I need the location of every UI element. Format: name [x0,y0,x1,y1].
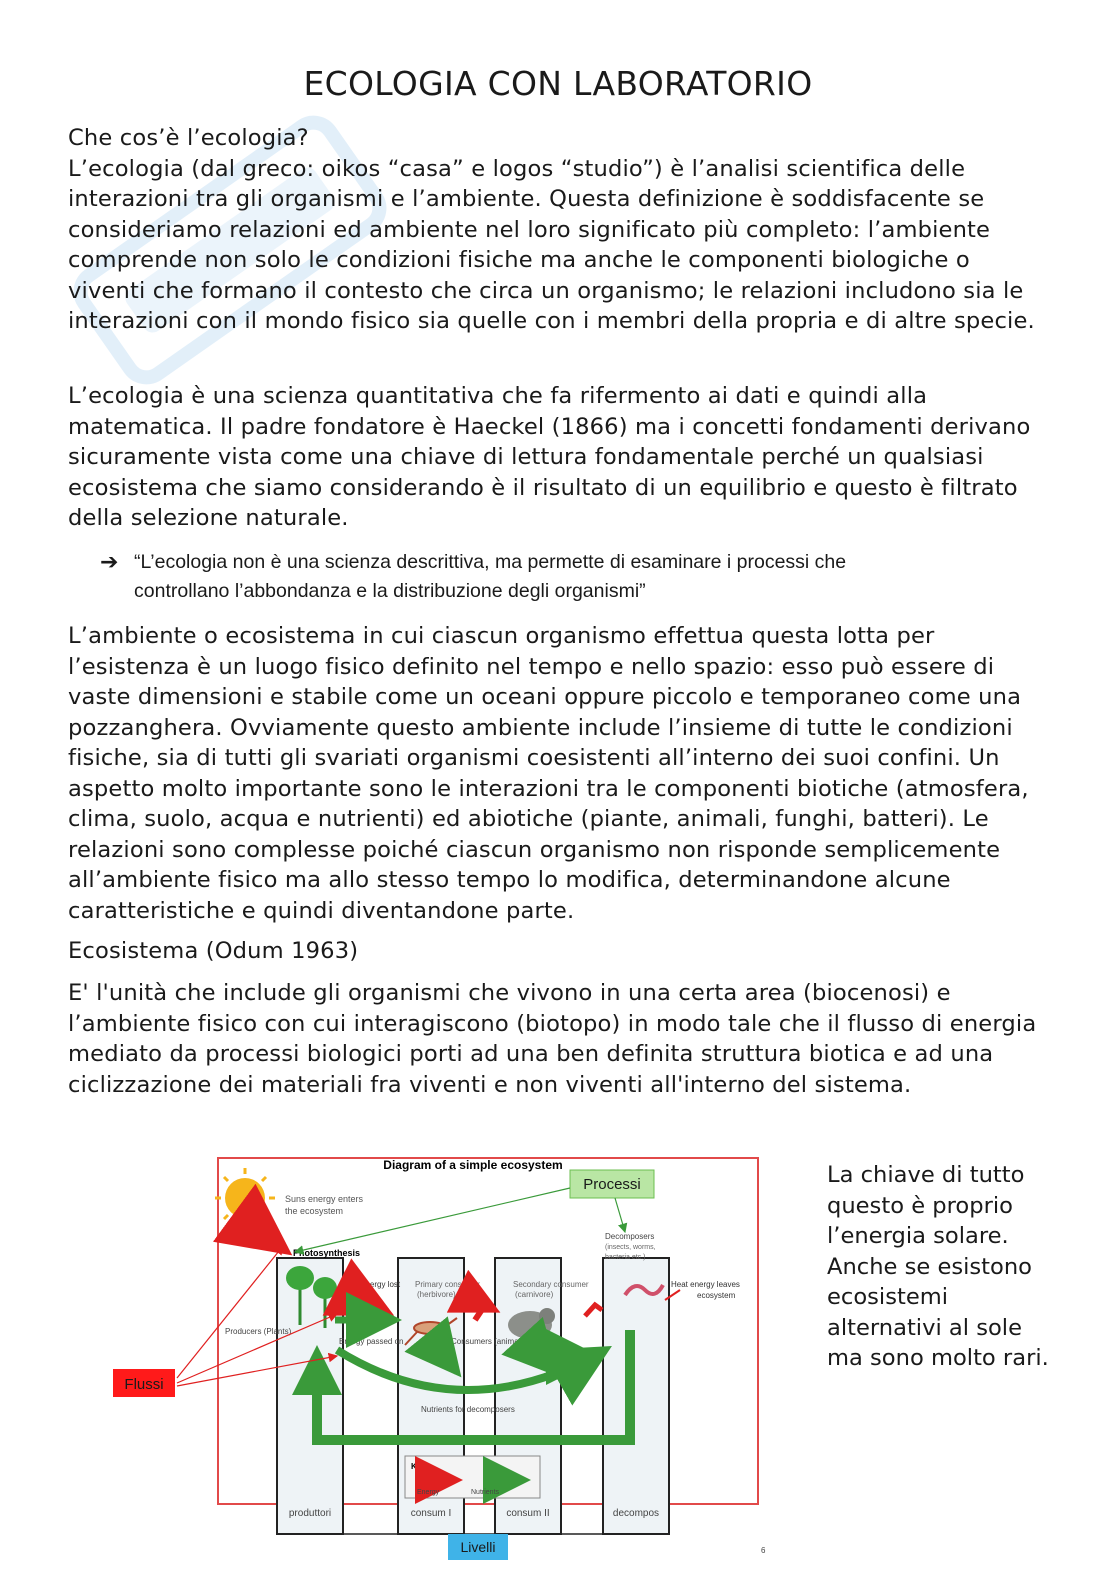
key-nutrients-label: Nutrients [471,1489,500,1496]
key-label: Key [411,1462,426,1471]
consumers-animals-label: Consumers (animals) [451,1337,528,1346]
page-number: 6 [761,1546,766,1555]
col-label-consum-2: consum II [506,1508,550,1519]
paragraph-environment [68,621,1043,926]
flussi-label: Flussi [124,1376,164,1393]
secondary-consumer-label: Secondary consumer [513,1280,589,1289]
col-label-consum-1: consum I [410,1508,452,1519]
decomposers-sub-2: bacteria etc.) [605,1254,646,1261]
col-label-decompos: decompos [612,1508,660,1519]
key-energy-label: Energy [417,1489,440,1496]
diagram-title: Diagram of a simple ecosystem [383,1158,563,1172]
primary-consumer-label: Primary consumer [415,1280,480,1289]
decomposers-sub-1: (insects, worms, [605,1244,656,1251]
quote-line-1: “L’ecologia non è una scienza descrittiva, ma permette di esaminare i processi che [134,551,847,573]
ecosystem-heading [68,936,1043,967]
quote-line-2: controllano l’abbondanza e la distribuzione degli organismi” [134,580,646,602]
sun-label-2: the ecosystem [285,1206,344,1216]
processi-label: Processi [583,1176,641,1193]
side-note: La chiave di tutto questo è proprio l’energia solare. Anche se esistono ecosistemi alternativi al sole ma sono molto rari. [827,1162,1049,1371]
paragraph-ecosystem-definition [68,978,1043,1100]
column-produttori [277,1258,343,1534]
column-decompos [603,1258,669,1534]
heat-leaves-label: Heat energy leaves [671,1280,740,1289]
paragraph-ecosystem-text: E' l'unità che include gli organismi che vivono in una certa area (biocenosi) e l’ambiente fisico con cui interagiscono (biotopo) in modo tale che il flusso di energia mediato da processi biologici porti ad una ben definita struttura biotica e ad una ciclizzazione dei materiali fra viventi e non viventi all'interno del sistema. [68,980,1037,1098]
livelli-label: Livelli [460,1539,496,1555]
intro-block [68,123,1043,337]
quote-block [100,548,1020,606]
nutrients-label: Nutrients for decomposers [421,1405,515,1414]
paragraph-definition: L’ecologia (dal greco: oikos “casa” e logos “studio”) è l’analisi scientifica delle interazioni tra gli organismi e l’ambiente. Questa definizione è soddisfacente se consideriamo relazioni ed ambiente nel loro significato più completo: l’ambiente comprende non solo le condizioni fisiche ma anche le componenti biologiche o viventi che formano il contesto che circa un organismo; le relazioni includono sia le interazioni con il mondo fisico sia quelle con i membri della propria e di altre specie. [68,155,1035,334]
question-heading: Che cos’è l’ecologia? [68,125,309,151]
decomposers-label: Decomposers [605,1232,655,1241]
arrow-bullet-icon: ➔ [100,550,119,575]
heat-leaves-sub: ecosystem [697,1291,736,1300]
primary-consumer-sub: (herbivore) [417,1290,456,1299]
page-title: ECOLOGIA CON LABORATORIO [303,64,813,103]
secondary-consumer-sub: (carnivore) [515,1290,554,1299]
paragraph-quantitative [68,381,1043,534]
photosynthesis-label: Photosynthesis [293,1248,361,1258]
paragraph-quantitative-text: L’ecologia è una scienza quantitativa che fa rifermento ai dati e quindi alla matematica. Il padre fondatore è Haeckel (1866) ma i concetti fondamenti derivano sicuramente vista come una chiave di lettura fondamentale perché un qualsiasi ecosistema che siamo considerando è il risultato di un equilibrio e questo è filtrato della selezione naturale. [68,383,1031,531]
paragraph-environment-text: L’ambiente o ecosistema in cui ciascun organismo effettua questa lotta per l’esistenza è un luogo fisico definito nel tempo e nello spazio: esso può essere di vaste dimensioni e stabile come un oceani oppure piccolo e temporaneo come una pozzanghera. Ovviamente questo ambiente include l’insieme di tutte le condizioni fisiche, sia di tutti gli svariati organismi coesistenti all’interno dei suoi confini. Un aspetto molto importante sono le interazioni tra le componenti biotiche (atmosfera, clima, suolo, acqua e nutrienti) ed abiotiche (piante, animali, funghi, batteri). Le relazioni sono complesse poiché ciascun organismo non risponde semplicemente all’ambiente fisico ma allo stesso tempo lo modifica, determinandone alcune caratteristiche e quindi diventandone parte. [68,623,1029,924]
col-label-produttori: produttori [288,1508,332,1519]
ecosystem-diagram [105,1150,785,1570]
ecosystem-heading-text: Ecosistema (Odum 1963) [68,938,359,964]
producers-label: Producers (Plants) [225,1327,292,1336]
heat-lost-label: Heat Energy lost [341,1280,401,1289]
energy-passed-label: Energy passed on [339,1337,404,1346]
sun-label-1: Suns energy enters [285,1194,364,1204]
